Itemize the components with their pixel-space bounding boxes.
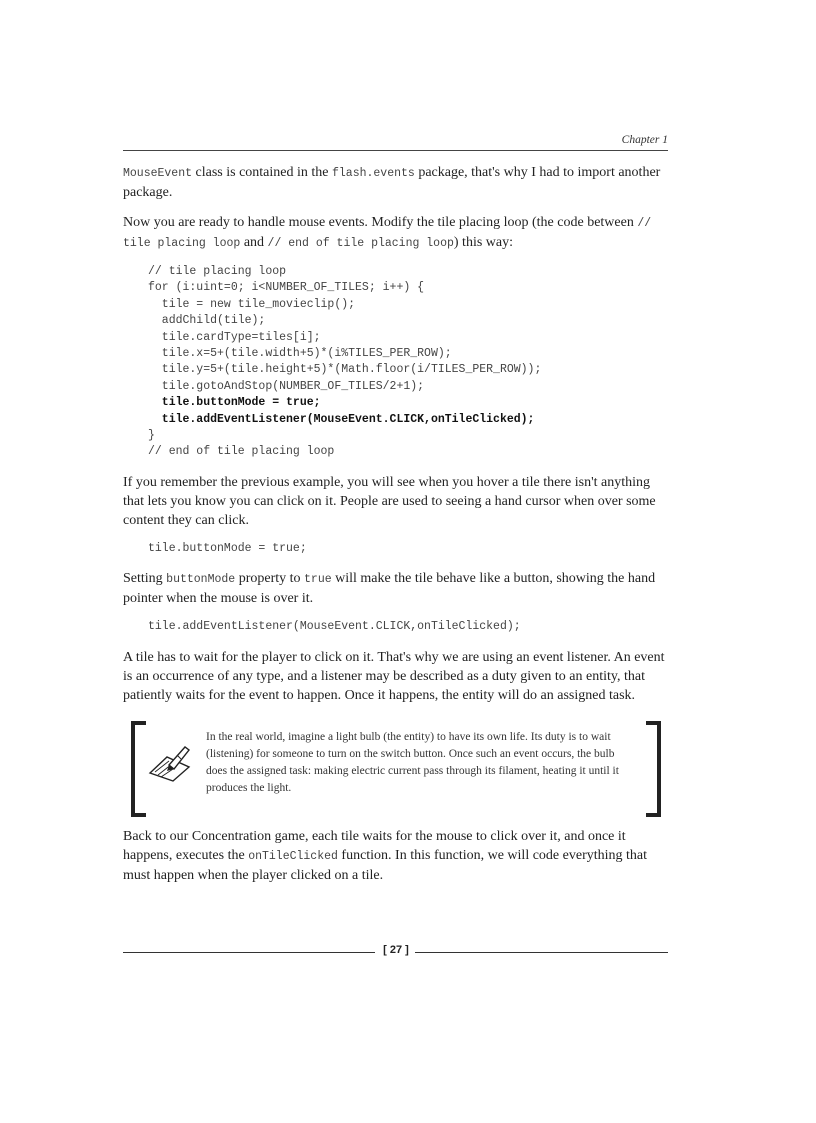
code-line: for (i:uint=0; i<NUMBER_OF_TILES; i++) { (148, 281, 425, 295)
paragraph-text: Now you are ready to handle mouse events. Modify the tile placing loop (the code between (123, 215, 638, 230)
code-line-highlighted: tile.buttonMode = true; (148, 396, 321, 410)
code-line: tile = new tile_movieclip(); (148, 297, 356, 311)
paragraph-text: package, that's why I had to import another package. (123, 165, 661, 200)
note-pen-icon (147, 743, 193, 783)
code-block-button-mode (148, 541, 668, 557)
paragraph-button-mode (123, 569, 668, 608)
paragraph-text: will make the tile behave like a button, showing the hand pointer when the mouse is over it. (123, 571, 656, 607)
code-block-add-listener (148, 619, 668, 635)
inline-code: // end of tile placing loop (267, 237, 454, 250)
code-block-tile-loop (148, 264, 668, 461)
code-line: addChild(tile); (148, 314, 266, 328)
code-line: tile.x=5+(tile.width+5)*(i%TILES_PER_ROW); (148, 347, 452, 361)
paragraph-text: class is contained in the (192, 165, 332, 180)
code-line: tile.buttonMode = true; (148, 541, 307, 555)
code-line: tile.y=5+(tile.height+5)*(Math.floor(i/TILES_PER_ROW)); (148, 363, 542, 377)
paragraph-text: function. In this function, we will code everything that must happen when the player clicked on a tile. (123, 847, 647, 883)
code-line: // tile placing loop (148, 265, 287, 278)
note-text: In the real world, imagine a light bulb (the entity) to have its own life. Its duty is to wait (listening) for someone to turn on the switch button. Once such an event occurs, the bulb does the assigned task: making electric current pass through its filament, heating it until it produces the light. (206, 730, 619, 795)
paragraph-text: property to (235, 571, 305, 587)
paragraph-back-to-game (123, 827, 668, 885)
note-bracket-right (646, 721, 661, 817)
inline-code: buttonMode (166, 573, 236, 587)
page-footer (123, 944, 668, 962)
footer-rule-left (123, 952, 375, 953)
code-line: // end of tile placing loop (148, 445, 335, 459)
note-box (131, 721, 661, 811)
inline-code: MouseEvent (123, 167, 193, 180)
paragraph-handle-mouse-events (123, 213, 668, 253)
code-line: tile.addEventListener(MouseEvent.CLICK,onTileClicked); (148, 620, 521, 634)
paragraph-text: Back to our Concentration game, each tile waits for the mouse to click over it, and once it happens, executes the (123, 828, 626, 863)
paragraph-event-listener: A tile has to wait for the player to click on it. That's why we are using an event listener. An event is an occurrence of any type, and a listener may be described as a duty given to an entity, that patiently waits for the event to happen. Once it happens, the entity will do an assigned task. (123, 649, 665, 703)
note-bracket-left (131, 721, 146, 817)
inline-code: // tile placing loop (123, 217, 652, 250)
inline-code: true (304, 573, 332, 587)
paragraph-mouseevent-package (123, 163, 668, 202)
page-body (123, 163, 668, 896)
paragraph-hover-tile: If you remember the previous example, you will see when you hover a tile there isn't anything that lets you know you can click on it. People are used to seeing a hand cursor when over some content they can click. (123, 474, 656, 528)
footer-rule-right (415, 952, 668, 953)
paragraph-text: Setting (123, 571, 167, 587)
code-line: tile.cardType=tiles[i]; (148, 330, 321, 344)
page-number: [ 27 ] (383, 944, 409, 956)
code-line: } (148, 429, 155, 443)
chapter-label: Chapter 1 (621, 134, 668, 146)
page-header (123, 134, 668, 151)
code-line: tile.gotoAndStop(NUMBER_OF_TILES/2+1); (148, 379, 425, 393)
inline-code: flash.events (331, 167, 415, 180)
code-line-highlighted: tile.addEventListener(MouseEvent.CLICK,onTileClicked); (148, 412, 535, 426)
paragraph-text: ) this way: (453, 235, 513, 250)
inline-code: onTileClicked (248, 849, 338, 863)
paragraph-text: and (240, 235, 268, 250)
